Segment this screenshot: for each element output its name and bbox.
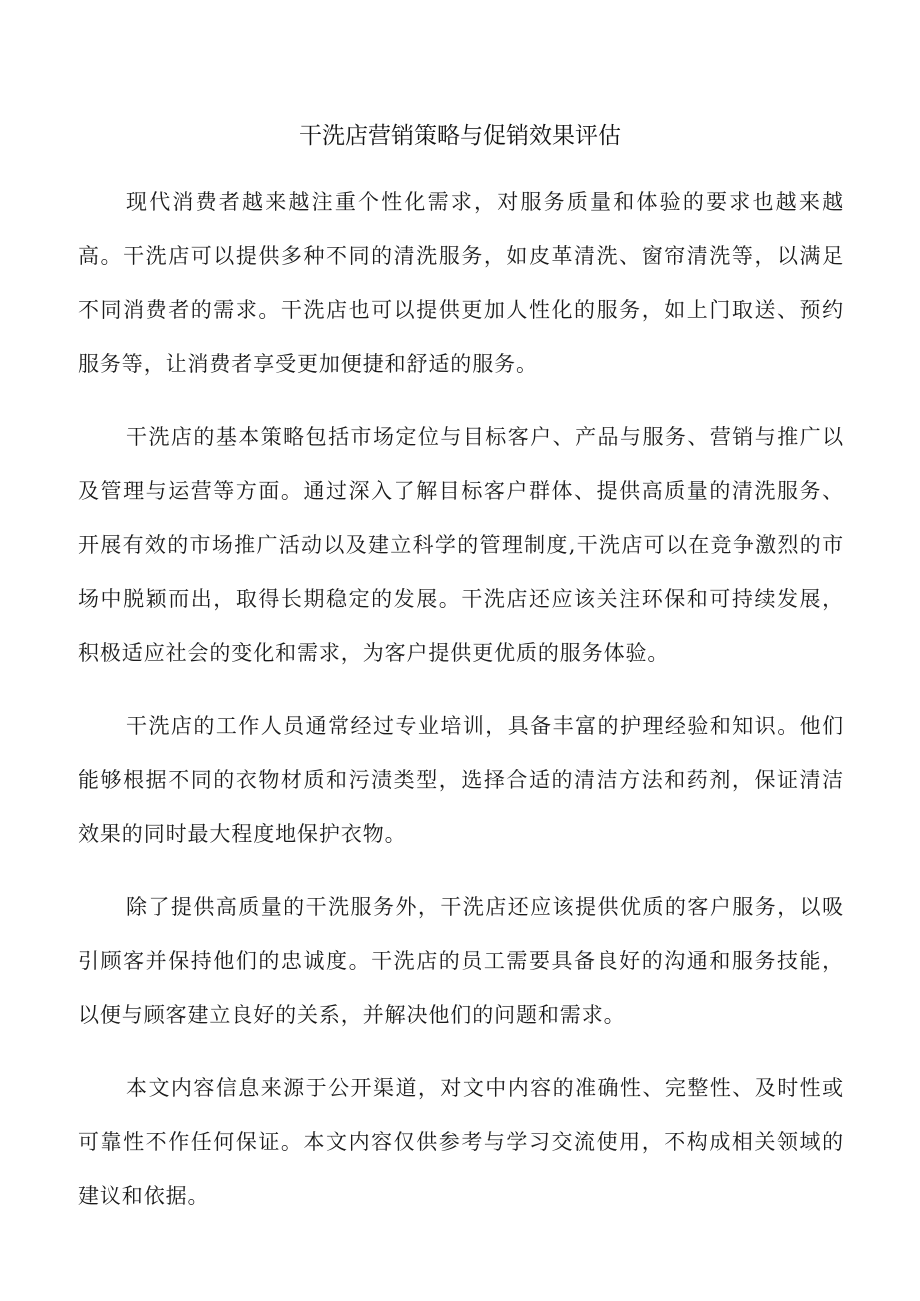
paragraph-staff-training: 干洗店的工作人员通常经过专业培训，具备丰富的护理经验和知识。他们能够根据不同的衣物材质和污渍类型，选择合适的清洁方法和药剂，保证清洁效果的同时最大程度地保护衣物。	[78, 714, 844, 846]
document-title: 干洗店营销策略与促销效果评估	[299, 123, 621, 149]
paragraph-consumer-needs: 现代消费者越来越注重个性化需求，对服务质量和体验的要求也越来越高。干洗店可以提供多种不同的清洗服务，如皮革清洗、窗帘清洗等，以满足不同消费者的需求。干洗店也可以提供更加人性化的服务，如上门取送、预约服务等，让消费者享受更加便捷和舒适的服务。	[78, 190, 844, 376]
paragraph-basic-strategy: 干洗店的基本策略包括市场定位与目标客户、产品与服务、营销与推广以及管理与运营等方面。通过深入了解目标客户群体、提供高质量的清洗服务、开展有效的市场推广活动以及建立科学的管理制度,干洗店可以在竞争激烈的市场中脱颖而出，取得长期稳定的发展。干洗店还应该关注环保和可持续发展，积极适应社会的变化和需求，为客户提供更优质的服务体验。	[78, 425, 844, 665]
paragraph-disclaimer: 本文内容信息来源于公开渠道，对文中内容的准确性、完整性、及时性或可靠性不作任何保证。本文内容仅供参考与学习交流使用，不构成相关领域的建议和依据。	[78, 1076, 844, 1208]
paragraph-customer-service: 除了提供高质量的干洗服务外，干洗店还应该提供优质的客户服务，以吸引顾客并保持他们的忠诚度。干洗店的员工需要具备良好的沟通和服务技能，以便与顾客建立良好的关系，并解决他们的问题和需求。	[78, 895, 844, 1027]
document-body	[78, 175, 844, 1242]
